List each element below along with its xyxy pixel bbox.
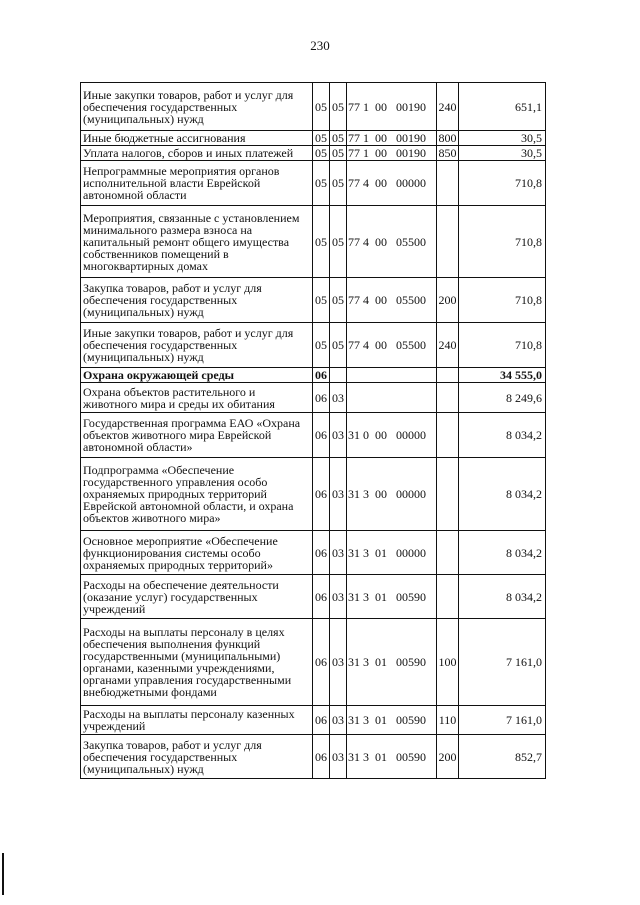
budget-table-body [81, 83, 546, 779]
row-expense-type-code [437, 206, 459, 278]
row-amount: 8 034,2 [459, 531, 546, 575]
row-section-code: 06 [313, 383, 330, 413]
row-target-article-code: 31 3 01 00000 [347, 531, 437, 575]
row-expense-type-code [437, 413, 459, 458]
row-target-article-code: 31 3 01 00590 [347, 619, 437, 706]
table-row [81, 83, 546, 131]
row-amount: 710,8 [459, 278, 546, 323]
row-section-code: 06 [313, 706, 330, 735]
row-amount: 7 161,0 [459, 706, 546, 735]
row-amount: 852,7 [459, 735, 546, 779]
row-target-article-code: 77 4 00 05500 [347, 206, 437, 278]
table-row [81, 161, 546, 206]
row-expense-type-code: 850 [438, 146, 457, 160]
row-amount: 7 161,0 [459, 619, 546, 706]
row-name: Расходы на обеспечение деятельности (оказание услуг) государственных учреждений [81, 575, 313, 619]
row-section-code: 05 [313, 146, 330, 161]
row-section-code: 06 [313, 368, 330, 383]
row-amount: 8 249,6 [459, 383, 546, 413]
row-subsection-code [330, 368, 347, 383]
row-target-article-code: 31 3 01 00590 [347, 735, 437, 779]
row-section-code: 05 [313, 206, 330, 278]
table-row [81, 146, 546, 161]
row-amount: 30,5 [459, 146, 546, 161]
row-expense-type-code [437, 458, 459, 531]
row-target-article-code: 77 1 00 00190 [347, 131, 437, 146]
row-expense-type-code: 110 [437, 706, 459, 735]
row-name: Иные закупки товаров, работ и услуг для обеспечения государственных (муниципальных) нужд [81, 83, 313, 131]
table-row [81, 413, 546, 458]
row-subsection-code: 05 [330, 206, 347, 278]
row-expense-type-code: 800 [438, 131, 457, 145]
row-subsection-code: 05 [330, 278, 347, 323]
row-section-code: 05 [313, 83, 330, 131]
row-name: Расходы на выплаты персоналу казенных учреждений [81, 706, 313, 735]
table-row [81, 206, 546, 278]
budget-table [80, 82, 546, 779]
row-target-article-code: 77 4 00 05500 [347, 323, 437, 368]
row-subsection-code: 03 [330, 413, 347, 458]
row-amount: 34 555,0 [459, 368, 546, 383]
row-section-code: 06 [313, 458, 330, 531]
row-section-code: 06 [313, 531, 330, 575]
row-expense-type-code: 200 [437, 278, 459, 323]
table-row [81, 575, 546, 619]
row-subsection-code: 03 [330, 383, 347, 413]
row-target-article-code: 77 4 00 05500 [347, 278, 437, 323]
row-name: Закупка товаров, работ и услуг для обеспечения государственных (муниципальных) нужд [81, 735, 313, 779]
table-row [81, 323, 546, 368]
row-section-code: 05 [313, 278, 330, 323]
row-expense-type-code [437, 383, 459, 413]
row-subsection-code: 05 [330, 323, 347, 368]
table-row [81, 735, 546, 779]
row-subsection-code: 03 [330, 458, 347, 531]
table-row [81, 619, 546, 706]
row-expense-type-code: 200 [437, 735, 459, 779]
row-section-code: 06 [313, 619, 330, 706]
row-target-article-code: 31 3 01 00590 [347, 575, 437, 619]
scan-edge-mark [2, 853, 4, 895]
table-row [81, 131, 546, 146]
row-section-code: 05 [313, 131, 330, 146]
row-subsection-code: 05 [330, 161, 347, 206]
row-name: Иные закупки товаров, работ и услуг для обеспечения государственных (муниципальных) нужд [81, 323, 313, 368]
row-expense-type-code [437, 368, 459, 383]
row-subsection-code: 03 [330, 531, 347, 575]
row-name: Расходы на выплаты персоналу в целях обеспечения выполнения функций государственными (муниципальными) органами, казенными учреждениями, органами управления государственными внебюджетными фондами [81, 619, 313, 706]
row-target-article-code: 31 0 00 00000 [347, 413, 437, 458]
row-section-code: 06 [313, 413, 330, 458]
row-section-code: 06 [313, 575, 330, 619]
row-target-article-code: 31 3 00 00000 [347, 458, 437, 531]
row-name: Охрана объектов растительного и животного мира и среды их обитания [81, 383, 313, 413]
row-name: Подпрограмма «Обеспечение государственного управления особо охраняемых природных территорий Еврейской автономной области, и охрана объектов животного мира» [81, 458, 313, 531]
row-expense-type-code [437, 161, 459, 206]
row-expense-type-code: 100 [437, 619, 459, 706]
row-target-article-code: 77 4 00 00000 [347, 161, 437, 206]
row-name: Охрана окружающей среды [81, 368, 313, 383]
table-row [81, 278, 546, 323]
row-name: Государственная программа ЕАО «Охрана объектов животного мира Еврейской автономной области» [81, 413, 313, 458]
row-target-article-code: 31 3 01 00590 [347, 706, 437, 735]
row-amount: 8 034,2 [459, 575, 546, 619]
row-expense-type-code [437, 575, 459, 619]
table-row [81, 368, 546, 383]
row-amount: 8 034,2 [459, 458, 546, 531]
row-name: Непрограммные мероприятия органов исполнительной власти Еврейской автономной области [81, 161, 313, 206]
row-subsection-code: 03 [330, 575, 347, 619]
row-amount: 651,1 [459, 83, 546, 131]
table-row [81, 706, 546, 735]
row-amount: 30,5 [459, 131, 546, 146]
row-target-article-code: 77 1 00 00190 [347, 83, 437, 131]
row-name: Уплата налогов, сборов и иных платежей [81, 146, 313, 161]
row-amount: 8 034,2 [459, 413, 546, 458]
row-amount: 710,8 [459, 323, 546, 368]
row-target-article-code: 77 1 00 00190 [347, 146, 437, 161]
row-target-article-code [347, 368, 437, 383]
row-name: Мероприятия, связанные с установлением минимального размера взноса на капитальный ремонт общего имущества собственников помещений в многоквартирных домах [81, 206, 313, 278]
row-subsection-code: 03 [330, 619, 347, 706]
row-subsection-code: 05 [330, 146, 347, 161]
row-expense-type-code: 240 [437, 83, 459, 131]
row-target-article-code [347, 383, 437, 413]
row-subsection-code: 03 [330, 706, 347, 735]
row-name: Основное мероприятие «Обеспечение функционирования системы особо охраняемых природных территорий» [81, 531, 313, 575]
row-name: Иные бюджетные ассигнования [81, 131, 313, 146]
table-row [81, 458, 546, 531]
row-section-code: 06 [313, 735, 330, 779]
table-row [81, 531, 546, 575]
page-number: 230 [310, 38, 330, 53]
row-subsection-code: 03 [330, 735, 347, 779]
row-section-code: 05 [313, 323, 330, 368]
row-amount: 710,8 [459, 161, 546, 206]
row-expense-type-code [437, 531, 459, 575]
table-row [81, 383, 546, 413]
row-name: Закупка товаров, работ и услуг для обеспечения государственных (муниципальных) нужд [81, 278, 313, 323]
row-subsection-code: 05 [330, 83, 347, 131]
row-amount: 710,8 [459, 206, 546, 278]
row-expense-type-code: 240 [437, 323, 459, 368]
row-section-code: 05 [313, 161, 330, 206]
row-subsection-code: 05 [330, 131, 347, 146]
